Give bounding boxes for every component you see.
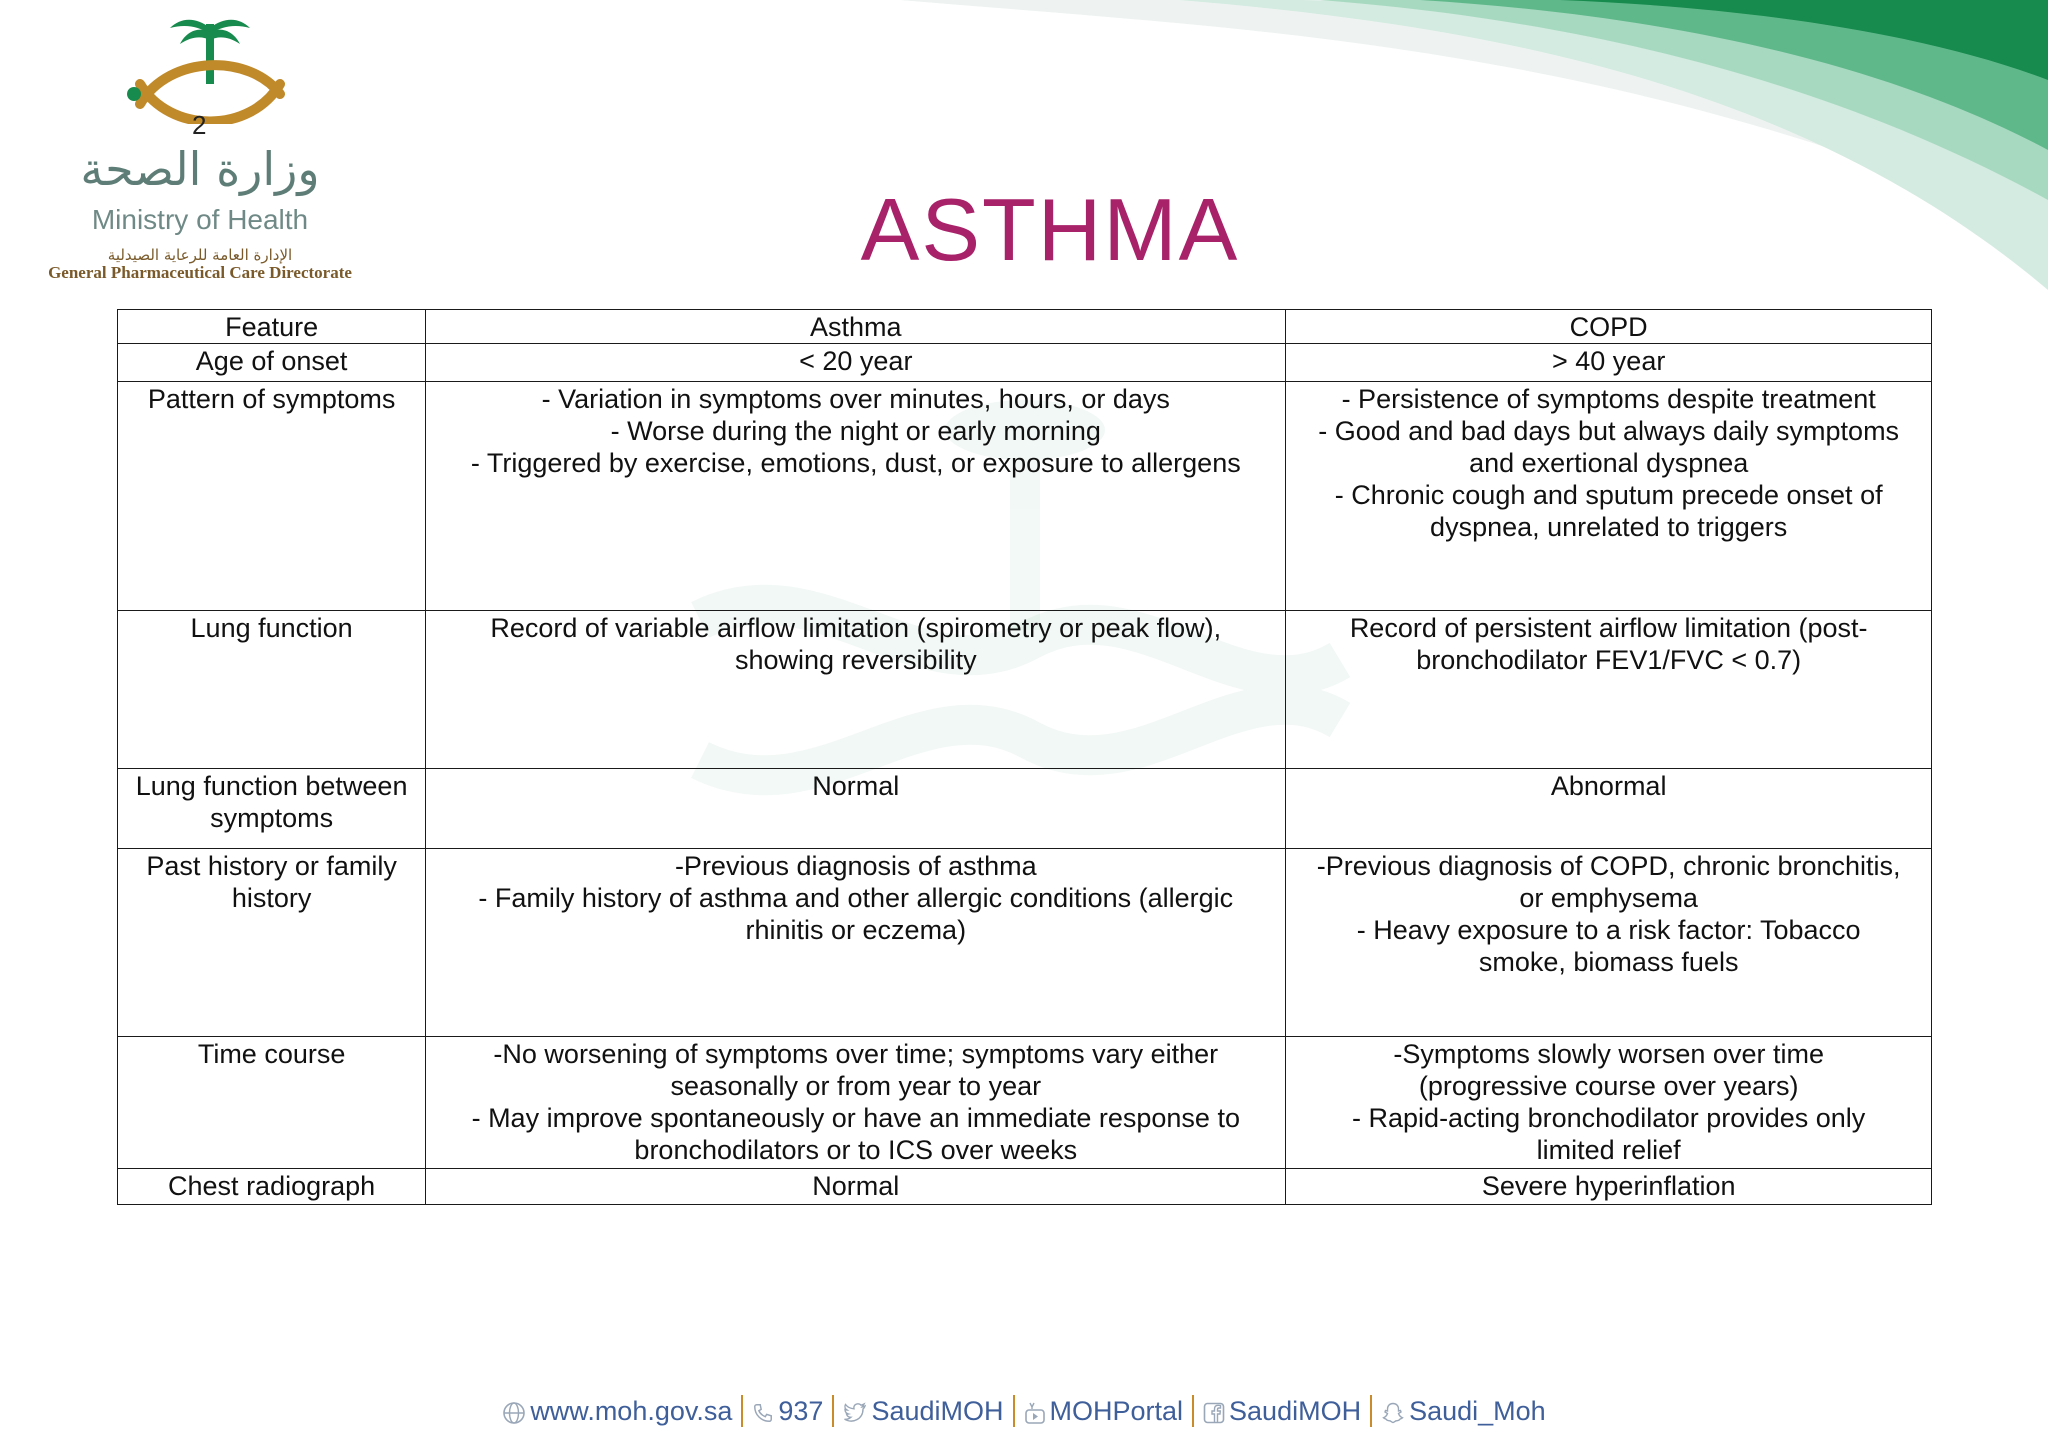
cell-line: Record of persistent airflow limitation (post- — [1349, 613, 1868, 643]
logo-directorate-english: General Pharmaceutical Care Directorate — [48, 263, 352, 282]
cell-line: Normal — [812, 1171, 900, 1201]
cell-line: Chest radiograph — [168, 1171, 376, 1201]
cell-feature — [118, 1169, 426, 1205]
footer-snapchat[interactable]: Saudi_Moh — [1381, 1394, 1546, 1428]
cell-line: - Good and bad days but always daily symptoms — [1318, 416, 1900, 446]
cell-asthma — [426, 769, 1286, 849]
cell-feature — [118, 344, 426, 382]
cell-line: - Heavy exposure to a risk factor: Tobacco — [1356, 915, 1861, 945]
cell-copd — [1286, 382, 1932, 611]
cell-line: and exertional dyspnea — [1469, 448, 1749, 478]
cell-copd — [1286, 344, 1932, 382]
header-feature: Feature — [118, 310, 426, 344]
footer-separator — [741, 1395, 743, 1427]
footer-separator — [1192, 1395, 1194, 1427]
cell-copd — [1286, 769, 1932, 849]
logo-arabic-name: وزارة الصحة — [80, 142, 320, 196]
cell-line: > 40 year — [1552, 346, 1666, 376]
cell-line: - Family history of asthma and other allergic conditions (allergic — [478, 883, 1234, 913]
cell-line: -Previous diagnosis of asthma — [674, 851, 1037, 881]
cell-line: < 20 year — [799, 346, 913, 376]
footer-youtube[interactable]: MOHPortal — [1024, 1394, 1184, 1428]
palm-swords-icon — [110, 14, 310, 124]
cell-line: Lung function between — [135, 771, 408, 801]
logo-english-name: Ministry of Health — [91, 204, 309, 235]
cell-line: or emphysema — [1519, 883, 1698, 913]
table-row — [118, 849, 1932, 1037]
cell-line: rhinitis or eczema) — [745, 915, 967, 945]
cell-line: Record of variable airflow limitation (spirometry or peak flow), — [490, 613, 1222, 643]
cell-line: Lung function — [190, 613, 353, 643]
page-number: 2 — [192, 110, 207, 140]
footer-website[interactable]: www.moh.gov.sa — [502, 1394, 732, 1428]
table-row — [118, 344, 1932, 382]
table-row — [118, 769, 1932, 849]
cell-line: -Previous diagnosis of COPD, chronic bronchitis, — [1316, 851, 1901, 881]
cell-line: (progressive course over years) — [1418, 1071, 1799, 1101]
header-copd: COPD — [1286, 310, 1932, 344]
cell-line: Normal — [812, 771, 900, 801]
footer-separator — [832, 1395, 834, 1427]
cell-line: Past history or family — [146, 851, 397, 881]
cell-line: - Worse during the night or early morning — [610, 416, 1101, 446]
cell-line: dyspnea, unrelated to triggers — [1430, 512, 1788, 542]
cell-line: Abnormal — [1550, 771, 1667, 801]
cell-asthma — [426, 382, 1286, 611]
cell-line: Pattern of symptoms — [147, 384, 396, 414]
table-row — [118, 382, 1932, 611]
facebook-icon — [1203, 1402, 1225, 1424]
cell-line: - Persistence of symptoms despite treatment — [1341, 384, 1876, 414]
cell-line: seasonally or from year to year — [670, 1071, 1042, 1101]
cell-asthma — [426, 344, 1286, 382]
cell-line: showing reversibility — [734, 645, 977, 675]
cell-copd — [1286, 849, 1932, 1037]
table-header-row — [118, 310, 1932, 344]
cell-feature — [118, 382, 426, 611]
globe-icon — [502, 1401, 526, 1425]
cell-copd — [1286, 1037, 1932, 1169]
cell-feature — [118, 769, 426, 849]
footer-twitter[interactable]: SaudiMOH — [843, 1394, 1003, 1428]
cell-asthma — [426, 611, 1286, 769]
cell-line: Age of onset — [195, 346, 348, 376]
cell-line: Time course — [197, 1039, 346, 1069]
cell-feature — [118, 611, 426, 769]
cell-asthma — [426, 1037, 1286, 1169]
cell-line: - Triggered by exercise, emotions, dust, or exposure to allergens — [470, 448, 1241, 478]
table-row — [118, 611, 1932, 769]
cell-line: bronchodilator FEV1/FVC < 0.7) — [1416, 645, 1802, 675]
youtube-icon — [1024, 1401, 1046, 1425]
cell-line: symptoms — [210, 803, 334, 833]
cell-asthma — [426, 1169, 1286, 1205]
footer-separator — [1370, 1395, 1372, 1427]
cell-feature — [118, 849, 426, 1037]
cell-line: - Rapid-acting bronchodilator provides only — [1352, 1103, 1866, 1133]
footer-contact-bar — [0, 1392, 2048, 1428]
cell-line: smoke, biomass fuels — [1478, 947, 1739, 977]
cell-line: bronchodilators or to ICS over weeks — [634, 1135, 1078, 1165]
cell-line: - Chronic cough and sputum precede onset of — [1334, 480, 1883, 510]
cell-line: -Symptoms slowly worsen over time — [1393, 1039, 1824, 1069]
cell-line: - Variation in symptoms over minutes, hours, or days — [541, 384, 1170, 414]
footer-phone[interactable]: 937 — [752, 1394, 823, 1428]
cell-line: - May improve spontaneously or have an immediate response to — [471, 1103, 1240, 1133]
snapchat-icon — [1381, 1401, 1405, 1425]
page-title: ASTHMA — [860, 180, 1240, 279]
comparison-table — [117, 309, 1932, 1205]
cell-line: Severe hyperinflation — [1481, 1171, 1736, 1201]
header-asthma: Asthma — [426, 310, 1286, 344]
table-row — [118, 1169, 1932, 1205]
cell-copd — [1286, 1169, 1932, 1205]
ministry-logo — [20, 14, 380, 282]
cell-asthma — [426, 849, 1286, 1037]
cell-feature — [118, 1037, 426, 1169]
cell-copd — [1286, 611, 1932, 769]
footer-facebook[interactable]: SaudiMOH — [1203, 1394, 1361, 1428]
twitter-icon — [843, 1402, 867, 1424]
footer-separator — [1013, 1395, 1015, 1427]
cell-line: limited relief — [1536, 1135, 1681, 1165]
table-row — [118, 1037, 1932, 1169]
cell-line: -No worsening of symptoms over time; symptoms vary either — [493, 1039, 1219, 1069]
phone-icon — [752, 1402, 774, 1424]
cell-line: history — [231, 883, 312, 913]
logo-directorate-arabic: الإدارة العامة للرعاية الصيدلية — [107, 246, 293, 264]
